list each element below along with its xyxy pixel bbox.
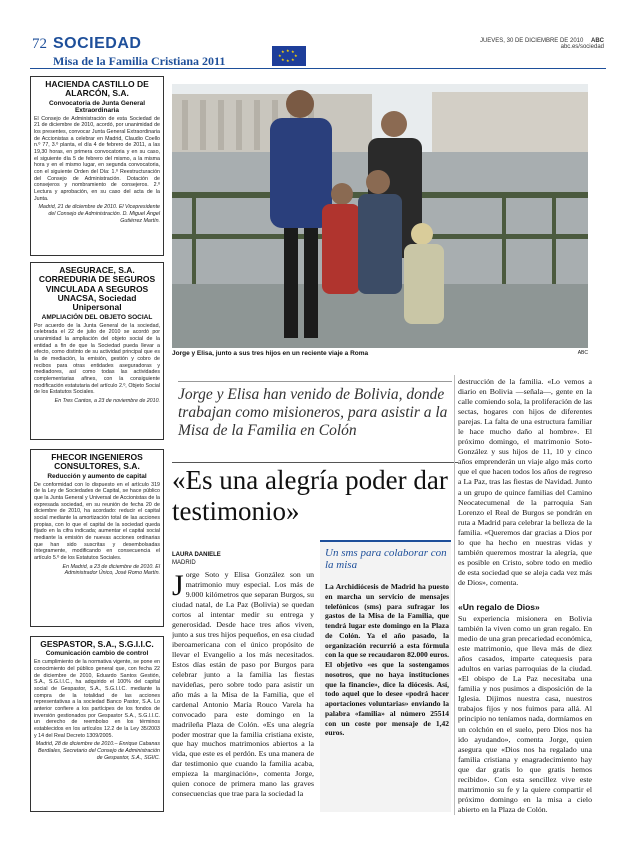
notice-aseguarace: [30, 262, 164, 440]
family-photo: [172, 84, 588, 348]
article-column-3b: Su experiencia misionera en Bolivia también la viven como un gran regalo. En medio de una gran precariedad económica, este matrimonio, que lleva más de diez años casados, imparte catequesis para adultos en varias parroquias de la ciudad. «El obispo de La Paz necesitaba una familia y nos pusimos a disposición de la Iglesia. Dijimos nuestra casa, nuestros trabajos fijos y nos fuimos para allá. Al principio no teníamos nada, dormíamos en un colchón en el suelo, pero Dios nos ha ido ayudando», comenta Jorge, quien asegura que «Dios nos ha regalado una familia cristiana y enagradecimiento hay que dar gratis lo que gratis hemos recibido». Con esta sencillez vive este matrimonio su fe y la quiere compartir el próximo domingo en la misa a cielo abierto en la Plaza de Colón.: [458, 614, 592, 814]
section-title: SOCIEDAD: [53, 35, 142, 52]
notice-gespastor: [30, 636, 164, 812]
byline: [172, 551, 221, 567]
dateline: [480, 38, 604, 50]
notice-subtitle: Reducción y aumento de capital: [47, 472, 147, 480]
family-photo-illustration: [172, 84, 588, 348]
author: LAURA DANIELE: [172, 552, 221, 558]
notice-body: Por acuerdo de la Junta General de la sociedad, celebrada el 22 de julio de 2010 se acordó por unanimidad la ampliación del objeto social de la entidad a fin de que la Sociedad pueda llevar a efecto, como distinto de su actividad principal que es la de mediación, la emisión, gestión y cobro de recibos para otras entidades aseguradoras y mediadores, así como todas las actividades complementarias afines, con la consiguiente modificación estatutaria del artículo 2.º, Objeto Social de los Estatutos Sociales.: [34, 322, 160, 396]
notice-sign: Madrid, 28 de diciembre de 2010.– Enrique Cabanas Berdiales, Secretario del Consejo de Administración de Gespastor, S.A., SGIIC.: [35, 741, 160, 761]
photo-credit: ABC: [577, 350, 588, 356]
notice-subtitle: Comunicación cambio de control: [45, 650, 149, 658]
notice-subtitle: AMPLIACIÓN DEL OBJETO SOCIAL: [41, 313, 153, 321]
article-column-3a: destrucción de la familia. «Lo vemos a diario en Bolivia —señala—, gente en la calle comiendo sola, la proliferación de las sectas, hogares con hijos de diferentes parejas. La falta de una estructura familiar le hace mucho daño al hombre». El próximo domingo, el matrimonio Soto-González y sus hijos de 11, 10 y cinco años emprenderán un viaje algo más corto que el que hacen todos los años de regreso a La Paz, tras las fiestas de Navidad. Junto a un grupo de quince familias del Camino Neocatecumenal de la parroquia San Lorenzo el Real de Burgos se pondrán en ruta a Madrid para celebrar la belleza de la familia. «Queremos dar gracias a Dios por lo que ha hecho en nuestras vidas y también queremos mostrar la alegría, que es posible en Cristo, sobre todo en medio de esta sociedad que se aleja cada vez más de Dios», comenta.: [458, 377, 592, 587]
sms-box-title: Un sms para colaborar con la misa: [325, 547, 447, 572]
notice-title: GESPASTOR, S.A., S.G.I.I.C.: [40, 639, 154, 649]
article-deck: Jorge y Elisa han venido de Bolivia, donde trabajan como misioneros, para asistir a la Misa de la Familia en Colón: [178, 381, 452, 440]
sms-box-body: La Archidiócesis de Madrid ha puesto en marcha un servicio de mensajes telefónicos (sms) para sufragar los gastos de la Misa de la Familia, que tendrá lugar este domingo en la Plaza de Colón. Ya el año pasado, la organización recurrió a esta fórmula con la que se recaudaron 82.000 euros. El objetivo «es que la sostengamos nosotros, que no haya instituciones que la financie», dice la diócesis. Así, todo aquel que lo desee «podrá hacer aportaciones voluntarias» enviando la palabra «familia» al número 25514 con un coste por mensaje de 1,42 euros.: [325, 582, 449, 738]
header-rule: [30, 68, 606, 69]
notice-sign: En Madrid, a 23 de diciembre de 2010. El Administrador Único, José Romo Martín.: [62, 563, 160, 577]
date: JUEVES, 30 DE DICIEMBRE DE 2010: [479, 38, 584, 44]
notice-subtitle: Convocatoria de Junta General Extraordinaria: [48, 99, 146, 114]
photo-caption: Jorge y Elisa, junto a sus tres hijos en un reciente viaje a Roma: [172, 350, 369, 357]
location: MADRID: [172, 560, 196, 567]
notice-body: En cumplimiento de la normativa vigente, se pone en conocimiento del público general que, con fecha 22 de diciembre de 2010, Eduardo Santos Gestión, S.A., S.G.I.I.C., ha adquirido el 100% del capital social de Gespastor, S.A., S.G.I.I.C. mediante la compra de la totalidad de las acciones representativas a la sociedad Banco Pastor, S.A. Lo anterior confiere a los partícipes de los fondos de inversión gestionados por Gespastor S.A., S.G.I.I.C. un derecho de reembolso en los términos establecidos en los artículos 12.2 de la Ley 35/2003 y 14 del Real Decreto 1309/2005.: [34, 659, 160, 739]
notice-sign: Madrid, 21 de diciembre de 2010. El Vicepresidente del Consejo de Administración. D. Miguel Ángel Gutiérrez Martín.: [38, 204, 160, 224]
dropcap: J: [172, 570, 184, 602]
notice-body: El Consejo de Administración de esta Sociedad de 21 de diciembre de 2010, acordó, por unanimidad de los presentes, convocar Junta General Extraordinaria de Accionistas a celebrar en Madrid, Claudio Coello n.º 77, 3.º planta, el día 4 de febrero de 2011, a las 19,30 horas, en primera convocatoria y en su caso, el siguiente día 5 de febrero del mismo, a la misma hora y en el mismo lugar, en segunda convocatoria, con el siguiente Orden del Día: 1.º Reestructuración del Consejo de Administración. Dotación de consejeros y nombramiento de consejeros. 2.º Lectura y aprobación, en su caso del acta de la Junta.: [34, 115, 160, 202]
column-divider: [454, 375, 455, 815]
site-link[interactable]: abc.es/sociedad: [560, 44, 604, 50]
article-column-1: [172, 570, 314, 810]
page-number: 72: [32, 36, 47, 52]
notice-title: ASEGURACE, S.A. CORREDURIA DE SEGUROS VINCULADA A SEGUROS UNACSA, Sociedad Unipersonal: [38, 265, 156, 313]
notice-body: De conformidad con lo dispuesto en el artículo 319 de la Ley de Sociedades de Capital, se hace público que la Junta General y Universal de Accionistas de la expresada sociedad, en su reunión de fecha 20 de diciembre de 2010, ha acordado: reducir el capital social mediante la amortización total de las acciones propias, con lo que el capital de la sociedad queda fijado en la cifra indicada; aumentar el capital social mediante la emisión de nuevas acciones ordinarias que han sido suscritas y desembolsadas íntegramente, modificando en consecuencia el artículo 5.º de los Estatutos Sociales.: [34, 481, 160, 562]
brand: ABC: [591, 38, 604, 44]
notice-fhecor: [30, 449, 164, 627]
article-headline: «Es una alegría poder dar testimonio»: [172, 462, 458, 527]
notice-title: HACIENDA CASTILLO DE ALARCÓN, S.A.: [45, 79, 149, 99]
article-subhead: «Un regalo de Dios»: [458, 602, 540, 612]
article-text-1: orge Soto y Elisa González son un matrimonio muy especial. Los más de 9.000 kilómetros que separan Burgos, su ciudad natal, de La Paz (Bolivia) se quedan cortos al intentar medir su entrega y generosidad. Desde hace tres años viven, junto a sus tres hijos pequeños, en esa ciudad iberoamericana con el único propósito de llevar el Evangelio a los más necesitados. Estos días están de paso por Burgos para celebrar junto a la familia las fiestas navideñas, pero sobre todo para asistir un año más a la Misa de la Familia, que el cardenal Antonio María Rouco Varela ha convocado para este domingo en la madrileña Plaza de Colón. «Es una alegría poder mostrar que la familia cristiana existe, que hay muchos matrimonios abiertos a la vida, que este es el perdón. Es una manera de dar testimonio que cuando la familia acaba, empieza la marginación», comenta Jorge, quien conoce de primera mano las graves consecuencias que trae para la sociedad la: [172, 570, 314, 799]
eu-flag-icon: ★ ★ ★ ★ ★ ★ ★ ★: [272, 46, 306, 66]
notice-sign: En Tres Cantos, a 23 de noviembre de 2010.: [54, 398, 160, 405]
notice-title: FHECOR INGENIEROS CONSULTORES, S.A.: [51, 452, 143, 472]
subsection-title: Misa de la Familia Cristiana 2011: [53, 54, 226, 68]
notice-hacienda: [30, 76, 164, 256]
